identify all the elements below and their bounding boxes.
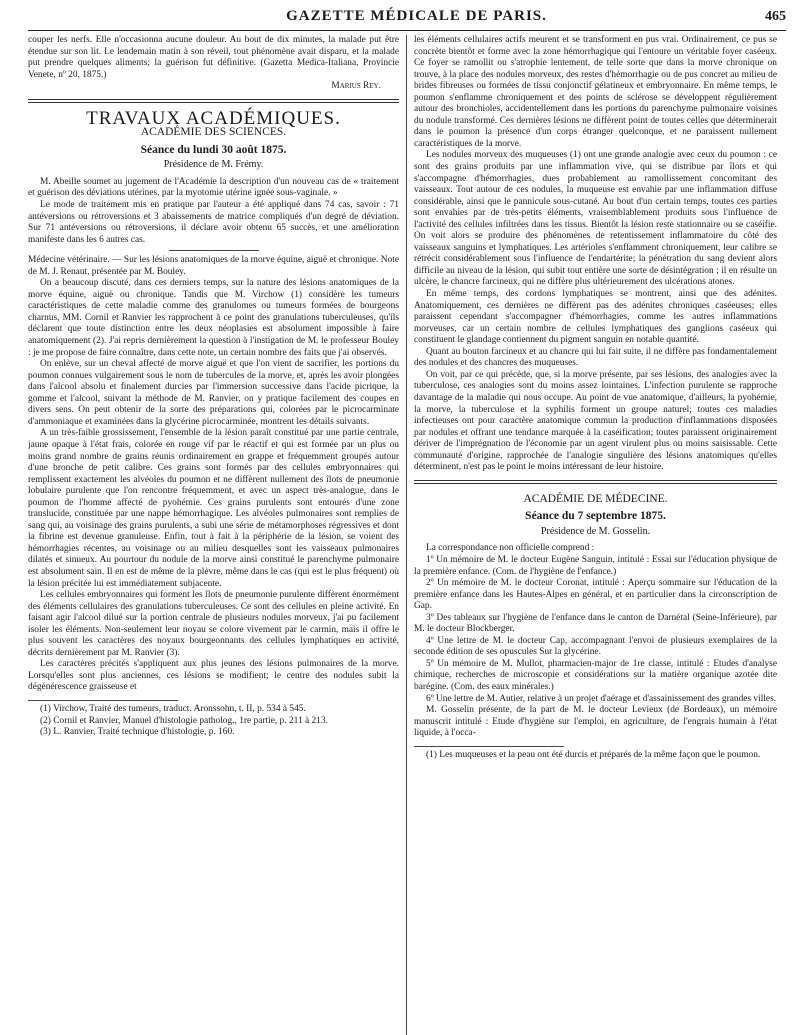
footnote: (1) Virchow, Traité des tumeurs, traduct. Aronssohn, t. II, p. 534 à 545. <box>40 703 306 714</box>
page-header <box>28 8 786 31</box>
paragraph: les éléments cellulaires actifs meurent et se transforment en pus vrai. Ordinairement, ce pus se concrète bientôt et forme avec la zone hémorrhagique qui l'entoure un véritable foyer caséeux. Ce foyer se ramollit ou s'atrophie lentement, de telle sorte que dans la morve chronique on trouve, à la place des nodules morveux, des restes d'hémorrhagie ou de pus concret au milieu de brides fibreuses ou formées de tissu conjonctif gélatineux et embryonnaire. En même temps, le poumon s'enflamme chroniquement et des points de sclérose se développent régulièrement autour des bronchioles, accidentellement dans les portions du parenchyme pulmonaire voisines du nodule transformé. Ces dernières lésions ne diffèrent point de toutes celles que déterminerait dans le poumon la présence d'un corps étranger quelconque, et ne paraissent nullement caractéristiques de la morve. <box>414 35 777 149</box>
section-divider <box>28 99 399 103</box>
footnote: (2) Cornil et Ranvier, Manuel d'histologie patholog., 1re partie, p. 211 à 213. <box>40 715 328 726</box>
paragraph: M. Abeille soumet au jugement de l'Académie la description d'un nouveau cas de « traitement et guérison des déviations utérines, par la myotomie utérine ignée sous-vaginale. » <box>28 176 399 199</box>
divider <box>169 250 259 251</box>
note-heading: Médecine vétérinaire. — Sur les lésions anatomiques de la morve équine, aiguë et chronique. Note de M. J. Renaut, présentée par M. Bouley. <box>28 255 399 277</box>
paragraph: M. Gosselin présente, de la part de M. le docteur Levieux (de Bordeaux), un mémoire manuscrit intitulé : Etude d'hygiène sur l'emploi, en agriculture, de l'engrais humain à l'état liquide, à l'occa- <box>414 705 777 739</box>
columns <box>28 35 786 1035</box>
paragraph: Les nodules morveux des muqueuses (1) ont une grande analogie avec ceux du poumon : ce sont des grains produits par une inflammation vive, qui se distribue par îlots et qui s'accompagne d'hémorrhagies, dues probablement au ramollissement concomitant des vaisseaux. Tout autour de ces nodules, la muqueuse est envahie par une inflammation diffuse considérable, ainsi que le pannicule sous-cutané. Au bout d'un certain temps, toutes ces parties sont envahies par de très-petits éléments, vraisemblablement produits sous l'influence de l'activité des cellules infiltrées dans les tissus. Bientôt la lésion reste stationnaire ou se caséifie. On voit alors se produire des phénomènes de retentissement inflammatoire du côté des vaisseaux sanguins et lymphatiques. Les artérioles s'enflamment chroniquement, leur calibre se rétrécit considérablement sous l'influence de l'endartérite; la pénétration du sang devient alors difficile au niveau de la lésion, qui subit tout entière une sorte de désintégration ; il en résulte un ulcère, le chancre farcineux, qui ne diffère plus ultérieurement des ulcérations atones. <box>414 150 777 288</box>
paragraph: Le mode de traitement mis en pratique par l'auteur a été appliqué dans 74 cas, savoir : 71 antéversions ou rétroversions et 3 abaissements de matrice compliqués d'un degré de déviation. Sur 71 antéversions ou rétroversions, il déclare avoir obtenu 65 succès, et une amélioration manifeste dans les 6 autres cas. <box>28 200 399 245</box>
list-item: 4º Une lettre de M. le docteur Cap, accompagnant l'envoi de plusieurs exemplaires de la seconde édition de ses opuscules Sur la glycérine. <box>414 635 777 658</box>
paragraph: On a beaucoup discuté, dans ces derniers temps, sur la nature des lésions anatomiques de la morve équine, aiguë ou chronique. Tandis que M. Virchow (1) considère les tumeurs caractéristiques de cette maladie comme des granulomes ou tumeurs formées de bourgeons charnus, MM. Cornil et Ranvier les rapprochent à ce point des granulations tuberculeuses, qu'ils déclarent que toute distinction entre les deux néoplasies est absolument impossible à faire anatomiquement (2). J'ai repris dernièrement la question à l'instigation de M. le professeur Bouley : je me propose de faire connaître, dans cette note, un certain nombre des faits que j'ai observés. <box>28 278 399 358</box>
paragraph: On voit, par ce qui précède, que, si la morve présente, par ses lésions, des analogies avec la tuberculose, ces analogies sont du moins assez lointaines. L'infection purulente se rapproche davantage de la maladie qui nous occupe. Au point de vue anatomique, d'ailleurs, la pyohémie, la morve, la tuberculose et la syphilis forment un groupe naturel; toutes ces maladies infectieuses ont pour caractère anatomique commun la production d'inflammations disposées par nodules et offrant une tendance marquée à la caséification; toutes paraissent originairement dériver de l'imprégnation de l'économie par un agent virulent plus ou moins saisissable. Cette communauté d'origine, rapprochée de l'analogie singulière des lésions anatomiques qu'elles déterminent, n'est pas le point le moins intéressant de leur histoire. <box>414 369 777 473</box>
list-item: 3º Des tableaux sur l'hygiène de l'enfance dans le canton de Darnétal (Seine-Inférieure), par M. le docteur Blockberger. <box>414 612 777 635</box>
footnote: (3) L. Ranvier, Traité technique d'histologie, p. 160. <box>40 727 235 738</box>
list-item: 1º Un mémoire de M. le docteur Eugène Sanguin, intitulé : Essai sur l'éducation physique de la première enfance. (Com. de l'hygiène de l'enfance.) <box>414 554 777 577</box>
journal-title: GAZETTE MÉDICALE DE PARIS. <box>286 8 547 24</box>
column-rule <box>406 35 407 1035</box>
paragraph: Quant au bouton farcineux et au chancre qui lui fait suite, il ne diffère pas fondamentalement des nodules et des chancres des muqueuses. <box>414 346 777 369</box>
academy-heading: ACADÉMIE DES SCIENCES. <box>140 126 287 139</box>
footnotes <box>28 704 399 739</box>
signature: Marius Rey. <box>331 81 381 92</box>
left-column <box>28 35 399 1035</box>
list-item: 6º Une lettre de M. Autier, relative à un projet d'aérage et d'assainissement des grandes villes. <box>426 693 777 704</box>
section-divider <box>414 480 777 484</box>
paragraph: En même temps, des cordons lymphatiques se montrent, ainsi que des adénites. Anatomiquement, ces dernières ne diffèrent pas des adénites chroniques caséeuses; elles paraissent cependant s'accompagner d'hémorrhagies, comme les autres inflammations morveuses, car un certain nombre de cellules lymphatiques des ganglions caséeux qui constituent le glandage contiennent du pigment sanguin en notable quantité. <box>414 289 777 346</box>
page-number: 465 <box>764 9 786 24</box>
carryover-paragraph: couper les nerfs. Elle n'occasionna aucune douleur. Au bout de dix minutes, la malade put être étendue sur son lit. Le lendemain matin à son réveil, tout phénomène avait disparu, et la malade put prendre quelques aliments; la guérison fut définitive. (Gazetta Medica-Italiana, Provincie Venete, nº 20, 1875.) <box>28 35 399 80</box>
seance-heading: Séance du lundi 30 août 1875. <box>140 143 287 156</box>
seance-heading: Séance du 7 septembre 1875. <box>525 510 666 523</box>
right-column <box>414 35 777 1035</box>
list-item: 5º Un mémoire de M. Mullot, pharmacien-major de 1re classe, intitulé : Etudes d'analyse chimique, recherches de microscopie et considérations sur la matière organique azotée dite barégine. (Com. des eaux minérales.) <box>414 658 777 692</box>
footnote: (1) Les muqueuses et la peau ont été durcis et préparés de la même façon que le poumon. <box>426 749 761 760</box>
list-item: 2º Un mémoire de M. le docteur Coronat, intitulé : Aperçu sommaire sur l'éducation de la première enfance dans les Hautes-Alpes en général, et en particulier dans la circonscription de Gap. <box>414 578 777 612</box>
section-title: TRAVAUX ACADÉMIQUES. <box>86 107 341 129</box>
footnote-rule <box>414 746 564 747</box>
academy-heading: ACADÉMIE DE MÉDECINE. <box>523 492 668 505</box>
presidence-line: Présidence de M. Frémy. <box>163 159 264 171</box>
paragraph: Les cellules embryonnaires qui forment les îlots de pneumonie purulente diffèrent énormément des éléments cellulaires des granulations tuberculeuses. Ce sont des cellules en pleine activité. En faisant agir l'alcool dilué sur la portion centrale de plusieurs nodules morveux, j'ai pu facilement isoler les éléments. Non-seulement leur noyau se colore vivement par le carmin, mais il offre le plus souvent les caractères des noyaux bourgeonnants des cellules lymphatiques en activité, décrits dernièrement par M. Ranvier (3). <box>28 590 399 658</box>
footnote-rule <box>28 700 178 701</box>
footnotes <box>414 750 777 762</box>
paragraph: La correspondance non officielle comprend : <box>426 543 595 554</box>
paragraph: A un très-faible grossissement, l'ensemble de la lésion paraît constitué par une partie centrale, jaune opaque à l'état frais, colorée en rouge vif par le réactif et qui est formée par un plus ou moins grand nombre de grains réunis ordinairement en grappe et fréquemment groupés autour d'une bronche de petit calibre. Ces grains sont formés par des cellules embryonnaires qui remplissent exactement les alvéoles du poumon et ne diffèrent nullement des îlots de pneumonie lobulaire purulente que l'on rencontre fréquemment, et avec un aspect très-analogue, dans le poumon de l'homme affecté de pyohémie. Ces grains purulents sont entourés d'une zone translucide, constituée par une nappe hémorrhagique. Les alvéoles pulmonaires sont remplies de sang qui, au voisinage des grains purulents, a subi une série de métamorphoses régressives et dont la fibrine est devenue granuleuse. Enfin, tout à fait à la périphérie de la lésion, se voient des hémorrhagies récentes, au voisinage ou au milieu desquelles sont les vaisseaux pulmonaires dilatés et sinueux. Au pourtour du nodule de la morve ainsi constitué le parenchyme pulmonaire est absolument sain. Il en est de même de la plèvre, même dans le cas (qui est le plus fréquent) où la lésion précitée lui est immédiatement subjacente. <box>28 428 399 589</box>
paragraph: On enlève, sur un cheval affecté de morve aiguë et que l'on vient de sacrifier, les portions du poumon connues vulgairement sous le nom de tubercules de la morve, et, après les avoir plongées dans l'alcool absolu et finalement durcies par l'immersion successive dans l'acide picrique, la gomme et l'alcool, suivant la méthode de M. Ranvier, on y pratique facilement des coupes en divers sens. On peut obtenir de la sorte des préparations qui, colorées par le picrocarminate d'ammoniaque et examinées dans la glycérine picrocarminée, montrent les détails suivants. <box>28 359 399 427</box>
presidence-line: Présidence de M. Gosselin. <box>540 525 651 537</box>
paragraph: Les caractères précités s'appliquent aux plus jeunes des lésions pulmonaires de la morve. Lorsqu'elles sont plus anciennes, ces lésions se modifient; le centre des nodules subit la dégénérescence graisseuse et <box>28 659 399 693</box>
